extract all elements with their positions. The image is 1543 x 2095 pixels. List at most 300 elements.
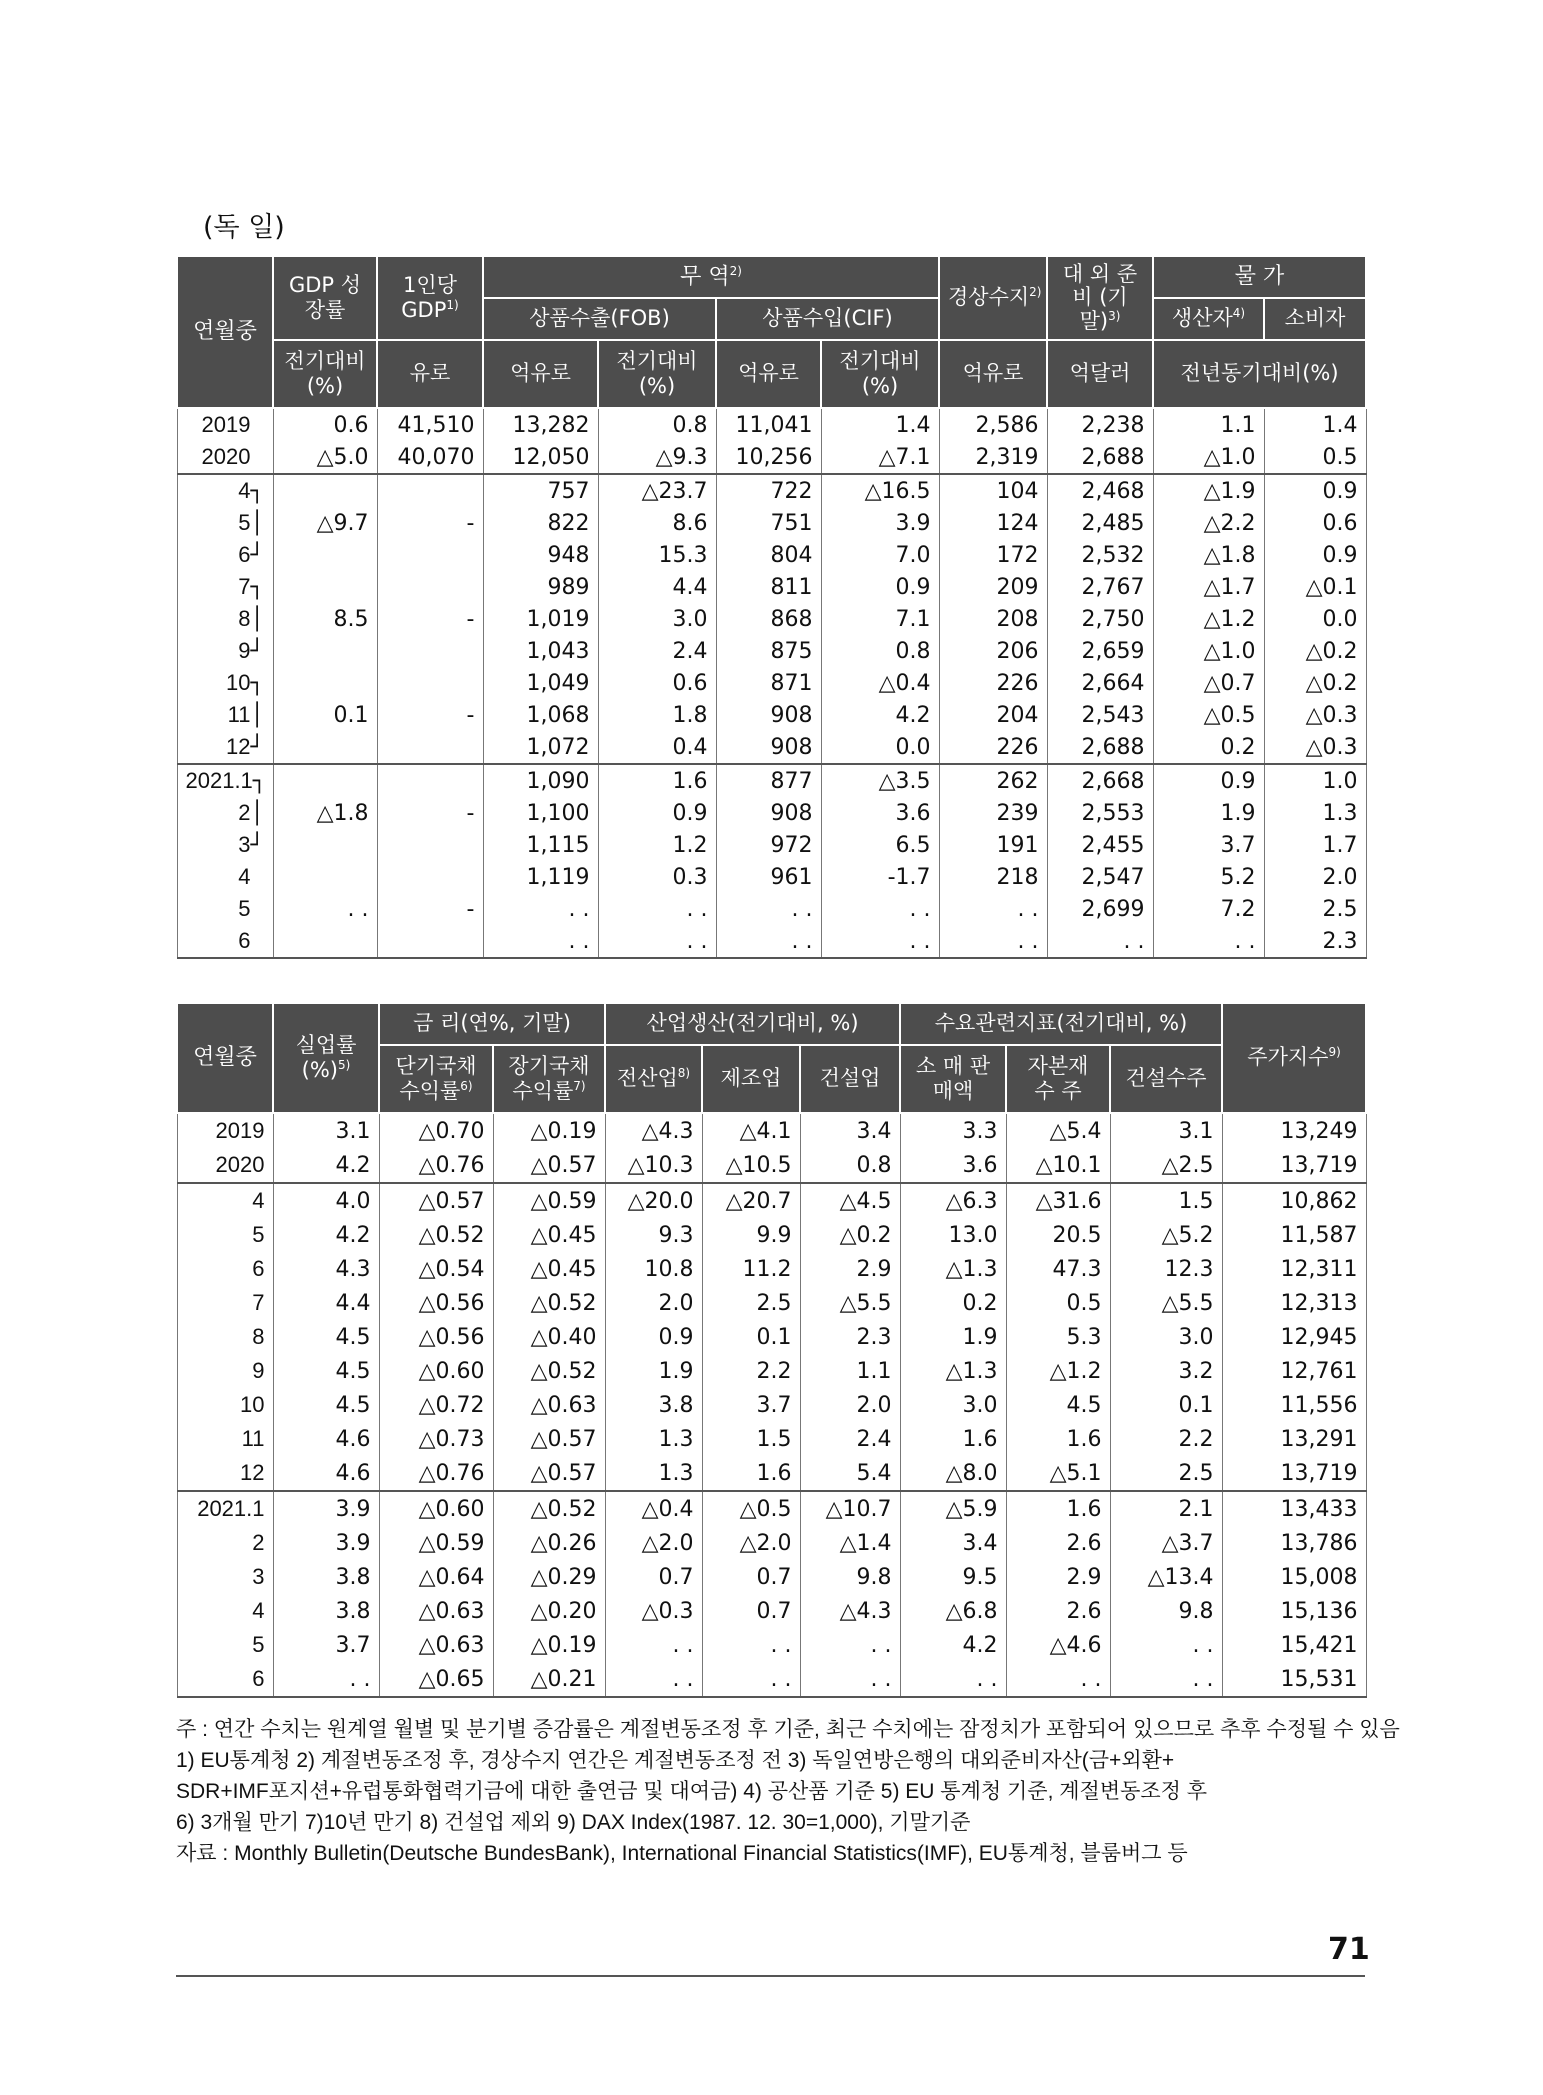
cell-imc: 7.1 — [821, 603, 939, 635]
table-row — [177, 861, 1366, 893]
cell-pc — [377, 925, 483, 958]
cell-gdp — [273, 571, 377, 603]
footnote-line: 6) 3개월 만기 7)10년 만기 8) 건설업 제외 9) DAX Index(1987. 12. 30=1,000), 기말기준 — [176, 1811, 971, 1834]
header-gdp-pc-unit: 유로 — [377, 340, 483, 408]
cell-s: △0.72 — [379, 1388, 493, 1422]
period-cell: 6 — [177, 925, 273, 958]
cell-ppi: . . — [1153, 925, 1264, 958]
cell-c: 5.3 — [1006, 1320, 1110, 1354]
period-cell: 6 — [177, 1662, 273, 1697]
cell-ia: 1.9 — [605, 1354, 702, 1388]
table-row — [177, 507, 1366, 539]
table-row — [177, 731, 1366, 764]
table-row — [177, 1560, 1366, 1594]
header-trade: 무 역$^{2)}$ — [483, 256, 939, 298]
page-number: 71 — [1328, 1932, 1370, 1967]
cell-ca: 2,586 — [939, 408, 1047, 441]
cell-cpi: 0.6 — [1264, 507, 1366, 539]
table-row — [177, 1662, 1366, 1697]
cell-imc: 3.6 — [821, 797, 939, 829]
cell-k: 10,862 — [1222, 1183, 1366, 1218]
table-row — [177, 829, 1366, 861]
cell-r: △1.3 — [900, 1354, 1006, 1388]
cell-im: 0.7 — [702, 1560, 800, 1594]
cell-u: 3.9 — [273, 1526, 379, 1560]
period-cell: 11 — [177, 1422, 273, 1456]
cell-r: 3.6 — [900, 1148, 1006, 1183]
cell-k: 12,761 — [1222, 1354, 1366, 1388]
cell-l: △0.40 — [493, 1320, 605, 1354]
cell-ic: △1.4 — [800, 1526, 900, 1560]
cell-im: 722 — [716, 474, 821, 507]
cell-exc: 4.4 — [598, 571, 716, 603]
cell-ia: 10.8 — [605, 1252, 702, 1286]
cell-imc: 0.9 — [821, 571, 939, 603]
table-row — [177, 1422, 1366, 1456]
cell-r: 3.4 — [900, 1526, 1006, 1560]
cell-pc — [377, 861, 483, 893]
cell-imc: 7.0 — [821, 539, 939, 571]
cell-r: 4.2 — [900, 1628, 1006, 1662]
table-row — [177, 893, 1366, 925]
cell-r: 1.9 — [900, 1320, 1006, 1354]
cell-s: △0.76 — [379, 1456, 493, 1491]
cell-res: . . — [1047, 925, 1153, 958]
cell-im: 9.9 — [702, 1218, 800, 1252]
cell-c: 2.6 — [1006, 1594, 1110, 1628]
cell-imc: 4.2 — [821, 699, 939, 731]
cell-c: 1.6 — [1006, 1491, 1110, 1526]
cell-res: 2,750 — [1047, 603, 1153, 635]
cell-ex: 12,050 — [483, 441, 598, 474]
cell-ex: 13,282 — [483, 408, 598, 441]
cell-c: △5.4 — [1006, 1113, 1110, 1148]
cell-s: △0.76 — [379, 1148, 493, 1183]
table-row — [177, 539, 1366, 571]
header-demand: 수요관련지표(전기대비, %) — [900, 1003, 1222, 1045]
cell-ex: 1,115 — [483, 829, 598, 861]
cell-exc: 15.3 — [598, 539, 716, 571]
period-cell: 8│ — [177, 603, 273, 635]
cell-l: △0.52 — [493, 1354, 605, 1388]
header-gdp-unit: 전기대비 (%) — [273, 340, 377, 408]
cell-im: 908 — [716, 731, 821, 764]
cell-ia: 0.9 — [605, 1320, 702, 1354]
header-producer: 생산자$^{4)}$ — [1153, 298, 1264, 340]
cell-pc — [377, 829, 483, 861]
cell-exc: △23.7 — [598, 474, 716, 507]
header-exports-unit: 억유로 — [483, 340, 598, 408]
cell-ca: 2,319 — [939, 441, 1047, 474]
cell-ic: 0.8 — [800, 1148, 900, 1183]
cell-gdp — [273, 667, 377, 699]
cell-ppi: △1.0 — [1153, 635, 1264, 667]
footnote-line: 자료 : Monthly Bulletin(Deutsche BundesBank), International Financial Statistics(IMF), EU통계청, 블룸버그 등 — [176, 1842, 1188, 1865]
cell-exc: 0.4 — [598, 731, 716, 764]
period-cell: 4 — [177, 861, 273, 893]
cell-exc: 1.2 — [598, 829, 716, 861]
table-row — [177, 1526, 1366, 1560]
cell-ppi: △0.5 — [1153, 699, 1264, 731]
period-cell: 9 — [177, 1354, 273, 1388]
cell-im: 751 — [716, 507, 821, 539]
cell-gdp: △5.0 — [273, 441, 377, 474]
cell-im: △0.5 — [702, 1491, 800, 1526]
cell-ic: △10.7 — [800, 1491, 900, 1526]
cell-im: △4.1 — [702, 1113, 800, 1148]
cell-res: 2,664 — [1047, 667, 1153, 699]
cell-u: 4.2 — [273, 1218, 379, 1252]
cell-im: 3.7 — [702, 1388, 800, 1422]
cell-imc: △7.1 — [821, 441, 939, 474]
period-cell: 2│ — [177, 797, 273, 829]
cell-ppi: △1.7 — [1153, 571, 1264, 603]
cell-o: 0.1 — [1110, 1388, 1222, 1422]
cell-ca: . . — [939, 893, 1047, 925]
cell-ia: 1.3 — [605, 1456, 702, 1491]
cell-pc: - — [377, 893, 483, 925]
cell-gdp — [273, 474, 377, 507]
cell-ia: △2.0 — [605, 1526, 702, 1560]
header-period: 연월중 — [177, 1003, 273, 1113]
cell-o: 3.1 — [1110, 1113, 1222, 1148]
cell-imc: 3.9 — [821, 507, 939, 539]
cell-u: 4.0 — [273, 1183, 379, 1218]
cell-c: 0.5 — [1006, 1286, 1110, 1320]
germany-trade-table — [176, 255, 1367, 959]
cell-ppi: 1.1 — [1153, 408, 1264, 441]
cell-ic: 2.0 — [800, 1388, 900, 1422]
cell-cpi: 1.3 — [1264, 797, 1366, 829]
cell-pc: 40,070 — [377, 441, 483, 474]
cell-cpi: △0.2 — [1264, 635, 1366, 667]
cell-im: 0.1 — [702, 1320, 800, 1354]
cell-pc — [377, 667, 483, 699]
period-cell: 5 — [177, 1628, 273, 1662]
table-row — [177, 474, 1366, 507]
cell-ex: 757 — [483, 474, 598, 507]
cell-l: △0.26 — [493, 1526, 605, 1560]
cell-pc — [377, 571, 483, 603]
cell-gdp: 0.1 — [273, 699, 377, 731]
cell-ppi: 3.7 — [1153, 829, 1264, 861]
table-row — [177, 1148, 1366, 1183]
cell-k: 13,786 — [1222, 1526, 1366, 1560]
cell-imc: -1.7 — [821, 861, 939, 893]
header-prices: 물 가 — [1153, 256, 1366, 298]
cell-o: 3.2 — [1110, 1354, 1222, 1388]
cell-s: △0.73 — [379, 1422, 493, 1456]
header-prices-unit: 전년동기대비(%) — [1153, 340, 1366, 408]
header-imports: 상품수입(CIF) — [716, 298, 939, 340]
cell-ia: △0.3 — [605, 1594, 702, 1628]
cell-ia: 0.7 — [605, 1560, 702, 1594]
cell-s: △0.56 — [379, 1286, 493, 1320]
cell-r: 9.5 — [900, 1560, 1006, 1594]
period-cell: 11│ — [177, 699, 273, 731]
cell-gdp — [273, 731, 377, 764]
cell-res: 2,547 — [1047, 861, 1153, 893]
cell-gdp — [273, 829, 377, 861]
cell-im: 868 — [716, 603, 821, 635]
cell-res: 2,238 — [1047, 408, 1153, 441]
table-row — [177, 925, 1366, 958]
footnote-line: 1) EU통계청 2) 계절변동조정 후, 경상수지 연간은 계절변동조정 전 3) 독일연방은행의 대외준비자산(금+외환+ — [176, 1749, 1175, 1772]
cell-im: . . — [716, 925, 821, 958]
cell-c: △5.1 — [1006, 1456, 1110, 1491]
cell-c: △31.6 — [1006, 1183, 1110, 1218]
cell-k: 13,719 — [1222, 1456, 1366, 1491]
cell-u: . . — [273, 1662, 379, 1697]
table-row — [177, 1594, 1366, 1628]
table-row — [177, 1218, 1366, 1252]
cell-l: △0.20 — [493, 1594, 605, 1628]
header-imports-unit: 억유로 — [716, 340, 821, 408]
period-cell: 3 — [177, 1560, 273, 1594]
cell-im: 0.7 — [702, 1594, 800, 1628]
cell-ic: 5.4 — [800, 1456, 900, 1491]
cell-im: 2.5 — [702, 1286, 800, 1320]
cell-cpi: 2.5 — [1264, 893, 1366, 925]
cell-im: 11.2 — [702, 1252, 800, 1286]
cell-exc: . . — [598, 925, 716, 958]
cell-gdp — [273, 539, 377, 571]
cell-u: 3.8 — [273, 1560, 379, 1594]
cell-exc: 0.9 — [598, 797, 716, 829]
period-cell: 2 — [177, 1526, 273, 1560]
table-row — [177, 1388, 1366, 1422]
cell-pc — [377, 539, 483, 571]
cell-cpi: 0.5 — [1264, 441, 1366, 474]
cell-imc: . . — [821, 893, 939, 925]
header-exports-change: 전기대비 (%) — [598, 340, 716, 408]
cell-c: △1.2 — [1006, 1354, 1110, 1388]
cell-c: 1.6 — [1006, 1422, 1110, 1456]
cell-c: 20.5 — [1006, 1218, 1110, 1252]
cell-k: 15,136 — [1222, 1594, 1366, 1628]
period-cell: 10┐ — [177, 667, 273, 699]
cell-ia: . . — [605, 1662, 702, 1697]
cell-ex: 948 — [483, 539, 598, 571]
cell-pc — [377, 731, 483, 764]
cell-o: . . — [1110, 1662, 1222, 1697]
cell-o: △5.5 — [1110, 1286, 1222, 1320]
cell-exc: 0.8 — [598, 408, 716, 441]
period-cell: 2021.1┐ — [177, 764, 273, 797]
period-cell: 10 — [177, 1388, 273, 1422]
cell-ex: . . — [483, 925, 598, 958]
cell-s: △0.64 — [379, 1560, 493, 1594]
cell-ex: 822 — [483, 507, 598, 539]
cell-r: 0.2 — [900, 1286, 1006, 1320]
cell-l: △0.45 — [493, 1218, 605, 1252]
cell-ca: 206 — [939, 635, 1047, 667]
header-period: 연월중 — [177, 256, 273, 408]
cell-im: 908 — [716, 797, 821, 829]
cell-o: △3.7 — [1110, 1526, 1222, 1560]
header-ip-construction: 건설업 — [800, 1045, 900, 1113]
cell-im: 11,041 — [716, 408, 821, 441]
table-row — [177, 603, 1366, 635]
cell-cpi: △0.2 — [1264, 667, 1366, 699]
cell-ia: △0.4 — [605, 1491, 702, 1526]
cell-imc: . . — [821, 925, 939, 958]
cell-im: 804 — [716, 539, 821, 571]
cell-u: 4.6 — [273, 1456, 379, 1491]
cell-ppi: △1.8 — [1153, 539, 1264, 571]
cell-o: 2.1 — [1110, 1491, 1222, 1526]
cell-exc: 1.6 — [598, 764, 716, 797]
table-row — [177, 1183, 1366, 1218]
header-reserves: 대 외 준 비 (기말)$^{3)}$ — [1047, 256, 1153, 340]
cell-im: 10,256 — [716, 441, 821, 474]
cell-ic: 1.1 — [800, 1354, 900, 1388]
cell-ca: 262 — [939, 764, 1047, 797]
cell-u: 3.8 — [273, 1594, 379, 1628]
cell-ca: 204 — [939, 699, 1047, 731]
cell-exc: △9.3 — [598, 441, 716, 474]
cell-imc: 0.0 — [821, 731, 939, 764]
cell-cpi: 1.4 — [1264, 408, 1366, 441]
header-imports-change: 전기대비 (%) — [821, 340, 939, 408]
cell-o: △2.5 — [1110, 1148, 1222, 1183]
cell-exc: 8.6 — [598, 507, 716, 539]
cell-o: 12.3 — [1110, 1252, 1222, 1286]
cell-k: 11,556 — [1222, 1388, 1366, 1422]
cell-s: △0.60 — [379, 1354, 493, 1388]
table-row — [177, 764, 1366, 797]
period-cell: 6 — [177, 1252, 273, 1286]
cell-ppi: △1.9 — [1153, 474, 1264, 507]
footnote-line: SDR+IMF포지션+유럽통화협력기금에 대한 출연금 및 대여금) 4) 공산품 기준 5) EU 통계청 기준, 계절변동조정 후 — [176, 1780, 1208, 1803]
period-cell: 2020 — [177, 441, 273, 474]
cell-s: △0.54 — [379, 1252, 493, 1286]
header-consumer: 소비자 — [1264, 298, 1366, 340]
cell-ca: 191 — [939, 829, 1047, 861]
cell-im: 811 — [716, 571, 821, 603]
cell-l: △0.57 — [493, 1148, 605, 1183]
cell-im: 871 — [716, 667, 821, 699]
header-unemployment: 실업률 (%)$^{5)}$ — [273, 1003, 379, 1113]
cell-ppi: 5.2 — [1153, 861, 1264, 893]
cell-gdp: . . — [273, 893, 377, 925]
cell-pc: 41,510 — [377, 408, 483, 441]
cell-gdp: △1.8 — [273, 797, 377, 829]
cell-cpi: 1.7 — [1264, 829, 1366, 861]
cell-cpi: 2.3 — [1264, 925, 1366, 958]
table-row — [177, 1113, 1366, 1148]
cell-r: 3.3 — [900, 1113, 1006, 1148]
cell-im: 1.6 — [702, 1456, 800, 1491]
table-row — [177, 1491, 1366, 1526]
cell-ic: 2.3 — [800, 1320, 900, 1354]
header-industrial-production: 산업생산(전기대비, %) — [605, 1003, 900, 1045]
cell-res: 2,553 — [1047, 797, 1153, 829]
cell-im: . . — [702, 1662, 800, 1697]
cell-o: △5.2 — [1110, 1218, 1222, 1252]
cell-s: △0.70 — [379, 1113, 493, 1148]
bottom-rule — [176, 1975, 1365, 1977]
cell-c: 47.3 — [1006, 1252, 1110, 1286]
cell-s: △0.59 — [379, 1526, 493, 1560]
cell-im: △20.7 — [702, 1183, 800, 1218]
cell-u: 4.5 — [273, 1388, 379, 1422]
cell-l: △0.19 — [493, 1628, 605, 1662]
cell-res: 2,688 — [1047, 731, 1153, 764]
cell-l: △0.52 — [493, 1286, 605, 1320]
cell-c: . . — [1006, 1662, 1110, 1697]
cell-s: △0.63 — [379, 1628, 493, 1662]
cell-u: 4.5 — [273, 1354, 379, 1388]
cell-cpi: 0.0 — [1264, 603, 1366, 635]
cell-o: 9.8 — [1110, 1594, 1222, 1628]
cell-exc: . . — [598, 893, 716, 925]
cell-ca: 124 — [939, 507, 1047, 539]
cell-ca: 226 — [939, 667, 1047, 699]
cell-ia: 3.8 — [605, 1388, 702, 1422]
cell-ic: 2.9 — [800, 1252, 900, 1286]
cell-ca: 104 — [939, 474, 1047, 507]
cell-res: 2,699 — [1047, 893, 1153, 925]
cell-cpi: 0.9 — [1264, 474, 1366, 507]
header-exports: 상품수출(FOB) — [483, 298, 716, 340]
cell-s: △0.65 — [379, 1662, 493, 1697]
table-row — [177, 667, 1366, 699]
cell-ic: . . — [800, 1628, 900, 1662]
cell-ca: 209 — [939, 571, 1047, 603]
header-long-yield: 장기국채 수익률$^{7)}$ — [493, 1045, 605, 1113]
cell-ex: 1,100 — [483, 797, 598, 829]
cell-l: △0.21 — [493, 1662, 605, 1697]
cell-im: 877 — [716, 764, 821, 797]
cell-pc — [377, 635, 483, 667]
cell-gdp: △9.7 — [273, 507, 377, 539]
cell-ic: △4.5 — [800, 1183, 900, 1218]
cell-ia: △10.3 — [605, 1148, 702, 1183]
cell-gdp — [273, 861, 377, 893]
cell-ia: 9.3 — [605, 1218, 702, 1252]
cell-u: 3.1 — [273, 1113, 379, 1148]
cell-ppi: △1.0 — [1153, 441, 1264, 474]
cell-cpi: △0.1 — [1264, 571, 1366, 603]
cell-ppi: △0.7 — [1153, 667, 1264, 699]
table-row — [177, 1354, 1366, 1388]
cell-ia: 1.3 — [605, 1422, 702, 1456]
footnote-line: 주 : 연간 수치는 원계열 월별 및 분기별 증감률은 계절변동조정 후 기준, 최근 수치에는 잠정치가 포함되어 있으므로 추후 수정될 수 있음 — [176, 1718, 1400, 1741]
cell-cpi: △0.3 — [1264, 699, 1366, 731]
period-cell: 4 — [177, 1594, 273, 1628]
cell-cpi: 0.9 — [1264, 539, 1366, 571]
cell-l: △0.57 — [493, 1456, 605, 1491]
germany-rates-table — [176, 1002, 1367, 1698]
cell-c: 2.9 — [1006, 1560, 1110, 1594]
cell-k: 13,291 — [1222, 1422, 1366, 1456]
cell-pc: - — [377, 699, 483, 731]
cell-u: 4.6 — [273, 1422, 379, 1456]
header-current-account: 경상수지$^{2)}$ — [939, 256, 1047, 340]
cell-pc: - — [377, 507, 483, 539]
cell-pc: - — [377, 603, 483, 635]
cell-res: 2,455 — [1047, 829, 1153, 861]
cell-k: 15,421 — [1222, 1628, 1366, 1662]
cell-l: △0.45 — [493, 1252, 605, 1286]
cell-ia: △20.0 — [605, 1183, 702, 1218]
cell-k: 12,313 — [1222, 1286, 1366, 1320]
cell-r: △6.3 — [900, 1183, 1006, 1218]
cell-imc: △0.4 — [821, 667, 939, 699]
cell-ic: 9.8 — [800, 1560, 900, 1594]
cell-ca: . . — [939, 925, 1047, 958]
